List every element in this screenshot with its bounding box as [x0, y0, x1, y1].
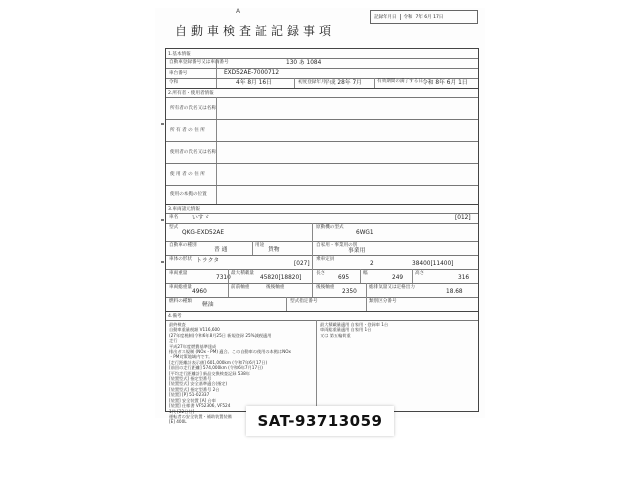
height-value: 316: [458, 275, 470, 281]
body-shape-value: トラクタ: [196, 258, 220, 264]
model-designation-label: 型式指定番号: [290, 299, 318, 304]
business-category-value: 事業用: [348, 248, 366, 254]
reg-number-label: 自動車登録番号又は車両番号: [169, 60, 229, 65]
margin-tick: [161, 123, 164, 125]
remarks-right-text: 最大積載量適用 自家用・登録車 1台 車両総重量適用 自家用 1台 又は 第五輪荷重: [320, 322, 389, 338]
user-name-label: 使用者の氏名又は名称: [170, 150, 216, 155]
front-axle-value: 4960: [192, 289, 207, 295]
record-date-box: [370, 10, 478, 24]
max-load-value: 45820[18820]: [260, 275, 302, 281]
engine-model-label: 原動機の型式: [316, 225, 344, 230]
length-value: 695: [338, 275, 350, 281]
validity-label: 有効期間の満了する日: [377, 79, 423, 84]
max-load-label: 最大積載量: [231, 271, 254, 276]
body-shape-label: 車体の形状: [169, 257, 192, 262]
sat-reference-label: SAT-93713059: [246, 406, 394, 436]
length-label: 長さ: [316, 271, 326, 276]
owner-name-label: 所有者の氏名又は名称: [170, 106, 216, 111]
chassis-number-value: EXD52AE-7000712: [224, 70, 280, 76]
classification-label: 類別区分番号: [369, 299, 397, 304]
rear-axle-label-2: 後後軸重: [316, 285, 335, 290]
body-shape-code: [027]: [294, 261, 310, 267]
validity-value: 令和 8年 6月 1日: [422, 80, 468, 86]
base-location-label: 使用の本拠の位置: [170, 192, 207, 197]
remarks-left-text: 最終検査 自動車重量税額 V116,600 (27年度税制)令和6年8月25日 新規登録 25%減税適用 走行 平成27年度燃費基準達成 排出ガス規制 (NOx・PM) 適合。この自動車の使用の本拠はNOx ・PM対策地域内です。 [走行距離計表示値] 601,000km (令和7年6月17日) [前回の走行距離] 574,000km (令和6年7月17日) [平均走行距離計] 新品交換検査記録 538年 [装置型式] 指定型番号 [装置型式] 安全基準適合(指定) [装置型式] 指定型番号 2台 [装置] [P] 51-02337 [装置] 安全装置 [A] 台車 [装置] 仕様書 VF52306, VF524 1代 [22日付] 運転者の安全装置・補助装置装備 [E] 400L: [169, 322, 292, 425]
capacity-value: 2: [370, 261, 374, 267]
corner-mark: A: [236, 8, 241, 15]
engine-model-value: 6WG1: [356, 230, 374, 236]
record-date-value: 7年 6月 17日: [415, 15, 444, 20]
displacement-value: 18.68: [446, 289, 463, 295]
owner-address-label: 所 有 者 の 住 所: [170, 128, 205, 133]
user-address-label: 使 用 者 の 住 所: [170, 172, 205, 177]
model-label: 型式: [169, 225, 179, 230]
section-basic-info-heading: 1.基本情報: [168, 52, 191, 57]
capacity-label: 乗車定員: [316, 257, 335, 262]
vehicle-kind-value: 普 通: [214, 247, 228, 253]
width-label: 幅: [363, 271, 368, 276]
vehicle-kind-label: 自動車の種別: [169, 243, 197, 248]
rear-axle-value: 2350: [342, 289, 357, 295]
reg-number-value: 130 あ 1084: [286, 60, 322, 66]
chassis-number-label: 車台番号: [169, 71, 188, 76]
start-date-era: 令和: [169, 80, 179, 85]
width-value: 249: [392, 275, 404, 281]
business-category-label: 自家用・事業用の別: [316, 243, 358, 248]
first-registration-value: 平成 28年 7月: [324, 80, 362, 86]
record-date-label: 記録年月日: [374, 14, 401, 20]
fuel-value: 軽油: [202, 302, 214, 308]
first-registration-label: 初度登録年月: [298, 80, 326, 85]
margin-tick: [161, 261, 164, 263]
maker-code: [012]: [455, 215, 471, 221]
section-remarks-heading: 4.備考: [168, 314, 182, 319]
height-label: 高さ: [415, 271, 425, 276]
maker-label: 車名: [169, 215, 179, 220]
front-axle-label: 前前軸重: [231, 285, 250, 290]
section-owner-info-heading: 2.所有者・使用者情報: [168, 91, 214, 96]
model-value: QKG-EXD52AE: [182, 230, 225, 236]
maker-value: いすゞ: [192, 215, 210, 221]
document-title: 自動車検査証記録事項: [175, 24, 336, 38]
displacement-label: 総排気量又は定格出力: [369, 285, 415, 290]
fuel-label: 燃料の種類: [169, 299, 192, 304]
gross-weight-value: 38400[11400]: [412, 261, 454, 267]
rear-axle-label: 後後軸重: [266, 285, 285, 290]
vehicle-weight-value: 7310: [216, 275, 231, 281]
vehicle-weight-label: 車両重量: [169, 271, 188, 276]
start-date-value: 4年 8月 16日: [236, 80, 272, 86]
gross-weight-label: 車両総重量: [169, 285, 192, 290]
section-vehicle-spec-heading: 3.車両諸元情報: [168, 207, 200, 212]
use-value: 貨物: [268, 247, 280, 253]
use-label: 用途: [255, 243, 265, 248]
margin-tick: [161, 219, 164, 221]
record-date-era: 令和: [403, 15, 413, 20]
